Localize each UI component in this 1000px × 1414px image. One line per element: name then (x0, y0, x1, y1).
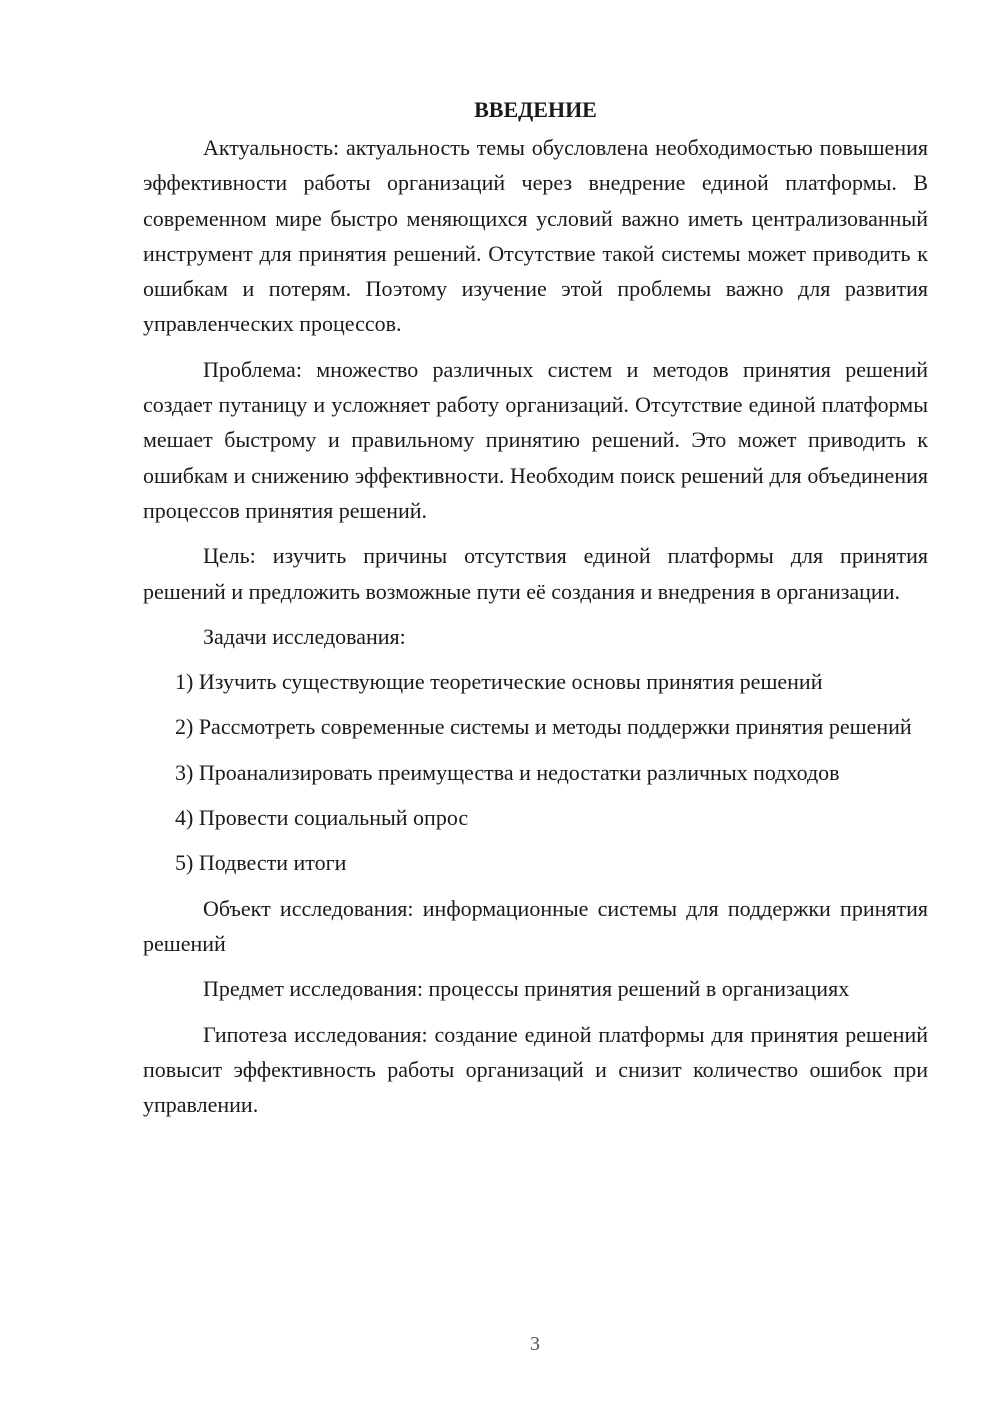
paragraph-goal: Цель: изучить причины отсутствия единой платформы для принятия решений и предложить возможные пути её создания и внедрения в организации. (143, 543, 928, 604)
paragraph-problem: Проблема: множество различных систем и методов принятия решений создает путаницу и усложняет работу организаций. Отсутствие единой платформы мешает быстрому и правильному принятию решений. Это может приводить к ошибкам и снижению эффективности. Необходим поиск решений для объединения процессов принятия решений. (143, 356, 928, 523)
task-item-2: 2) Рассмотреть современные системы и методы поддержки принятия решений (175, 714, 912, 740)
task-item-3: 3) Проанализировать преимущества и недостатки различных подходов (175, 759, 840, 785)
page-number: 3 (530, 1333, 540, 1355)
task-item-5: 5) Подвести итоги (175, 850, 347, 876)
paragraph-object: Объект исследования: информационные системы для поддержки принятия решений (143, 895, 928, 956)
tasks-heading: Задачи исследования: (203, 623, 406, 649)
paragraph-subject: Предмет исследования: процессы принятия решений в организациях (203, 976, 850, 1002)
paragraph-hypothesis: Гипотеза исследования: создание единой платформы для принятия решений повысит эффективность работы организаций и снизит количество ошибок при управлении. (143, 1021, 928, 1118)
paragraph-relevance: Актуальность: актуальность темы обусловлена необходимостью повышения эффективности работы организаций через внедрение единой платформы. В современном мире быстро меняющихся условий важно иметь централизованный инструмент для принятия решений. Отсутствие такой системы может приводить к ошибкам и потерям. Поэтому изучение этой проблемы важно для развития управленческих процессов. (143, 135, 928, 337)
task-item-4: 4) Провести социальный опрос (175, 805, 469, 831)
document-page (143, 92, 928, 1122)
section-title: ВВЕДЕНИЕ (474, 97, 597, 122)
task-item-1: 1) Изучить существующие теоретические основы принятия решений (175, 669, 823, 695)
